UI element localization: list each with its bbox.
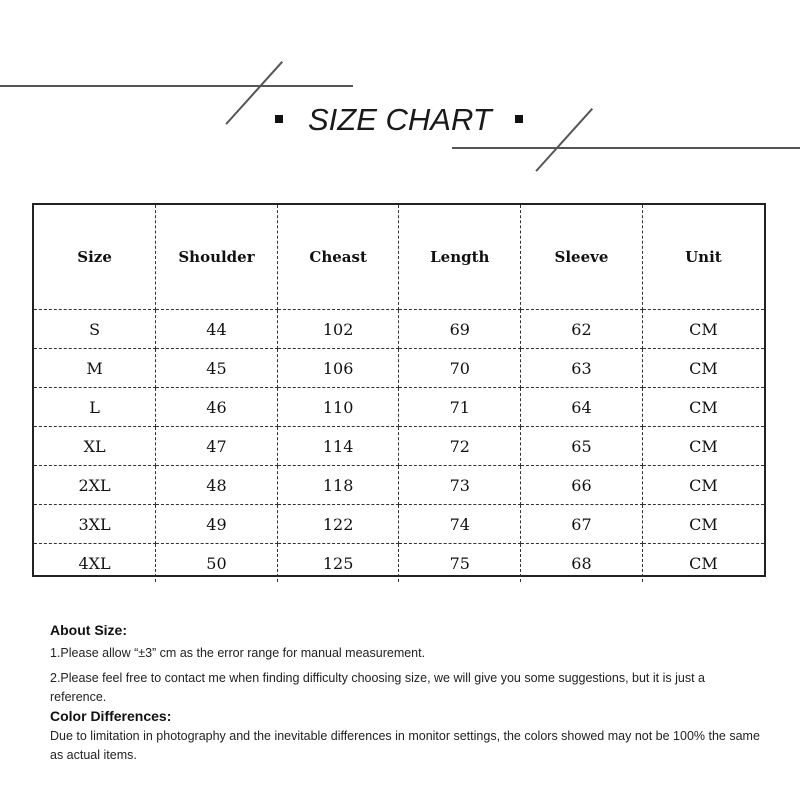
cell-unit: CM — [642, 427, 764, 466]
column-header-unit: Unit — [642, 205, 764, 310]
table-header-row — [34, 205, 764, 310]
color-differences-note: Due to limitation in photography and the inevitable differences in monitor settings, the colors showed may not be 100% the same as actual items. — [50, 729, 760, 762]
cell-sleeve: 63 — [521, 349, 643, 388]
bullet-icon-left — [275, 115, 283, 123]
cell-chest: 114 — [277, 427, 399, 466]
cell-unit: CM — [642, 388, 764, 427]
column-header-length: Length — [399, 205, 521, 310]
column-header-size: Size — [34, 205, 156, 310]
cell-shoulder: 47 — [156, 427, 278, 466]
column-header-sleeve: Sleeve — [521, 205, 643, 310]
notes-section — [50, 622, 760, 765]
cell-length: 75 — [399, 544, 521, 583]
table-row — [34, 427, 764, 466]
cell-length: 69 — [399, 310, 521, 349]
about-size-heading: About Size: — [50, 622, 127, 638]
cell-unit: CM — [642, 310, 764, 349]
cell-shoulder: 48 — [156, 466, 278, 505]
cell-sleeve: 66 — [521, 466, 643, 505]
bullet-icon-right — [515, 115, 523, 123]
table-row — [34, 544, 764, 583]
column-header-shoulder: Shoulder — [156, 205, 278, 310]
cell-sleeve: 67 — [521, 505, 643, 544]
decorative-line-bottom-right — [452, 147, 800, 149]
size-table — [32, 203, 766, 577]
cell-shoulder: 46 — [156, 388, 278, 427]
cell-chest: 125 — [277, 544, 399, 583]
cell-length: 74 — [399, 505, 521, 544]
table-row — [34, 466, 764, 505]
cell-chest: 102 — [277, 310, 399, 349]
table-row — [34, 388, 764, 427]
cell-chest: 106 — [277, 349, 399, 388]
table-row — [34, 505, 764, 544]
cell-size: 4XL — [34, 544, 156, 583]
cell-shoulder: 45 — [156, 349, 278, 388]
about-size-note-2: 2.Please feel free to contact me when finding difficulty choosing size, we will give you some suggestions, but it is just a reference. — [50, 671, 705, 704]
cell-unit: CM — [642, 505, 764, 544]
cell-size: XL — [34, 427, 156, 466]
table-row — [34, 310, 764, 349]
cell-sleeve: 65 — [521, 427, 643, 466]
cell-sleeve: 68 — [521, 544, 643, 583]
cell-chest: 118 — [277, 466, 399, 505]
page-title: SIZE CHART — [308, 102, 492, 137]
cell-unit: CM — [642, 466, 764, 505]
cell-length: 70 — [399, 349, 521, 388]
cell-chest: 110 — [277, 388, 399, 427]
cell-chest: 122 — [277, 505, 399, 544]
cell-size: L — [34, 388, 156, 427]
cell-sleeve: 64 — [521, 388, 643, 427]
cell-shoulder: 44 — [156, 310, 278, 349]
cell-length: 71 — [399, 388, 521, 427]
cell-sleeve: 62 — [521, 310, 643, 349]
cell-unit: CM — [689, 553, 718, 573]
cell-length: 73 — [399, 466, 521, 505]
title-bar — [0, 98, 800, 142]
cell-length: 72 — [399, 427, 521, 466]
cell-unit: CM — [642, 349, 764, 388]
cell-size: S — [34, 310, 156, 349]
about-size-note-1: 1.Please allow “±3” cm as the error range for manual measurement. — [50, 646, 426, 660]
color-differences-heading: Color Differences: — [50, 708, 172, 724]
cell-size: 3XL — [34, 505, 156, 544]
cell-size: 2XL — [34, 466, 156, 505]
cell-shoulder: 49 — [156, 505, 278, 544]
cell-size: M — [34, 349, 156, 388]
cell-shoulder: 50 — [156, 544, 278, 583]
column-header-chest: Cheast — [277, 205, 399, 310]
table-row — [34, 349, 764, 388]
decorative-line-top-left — [0, 85, 353, 87]
